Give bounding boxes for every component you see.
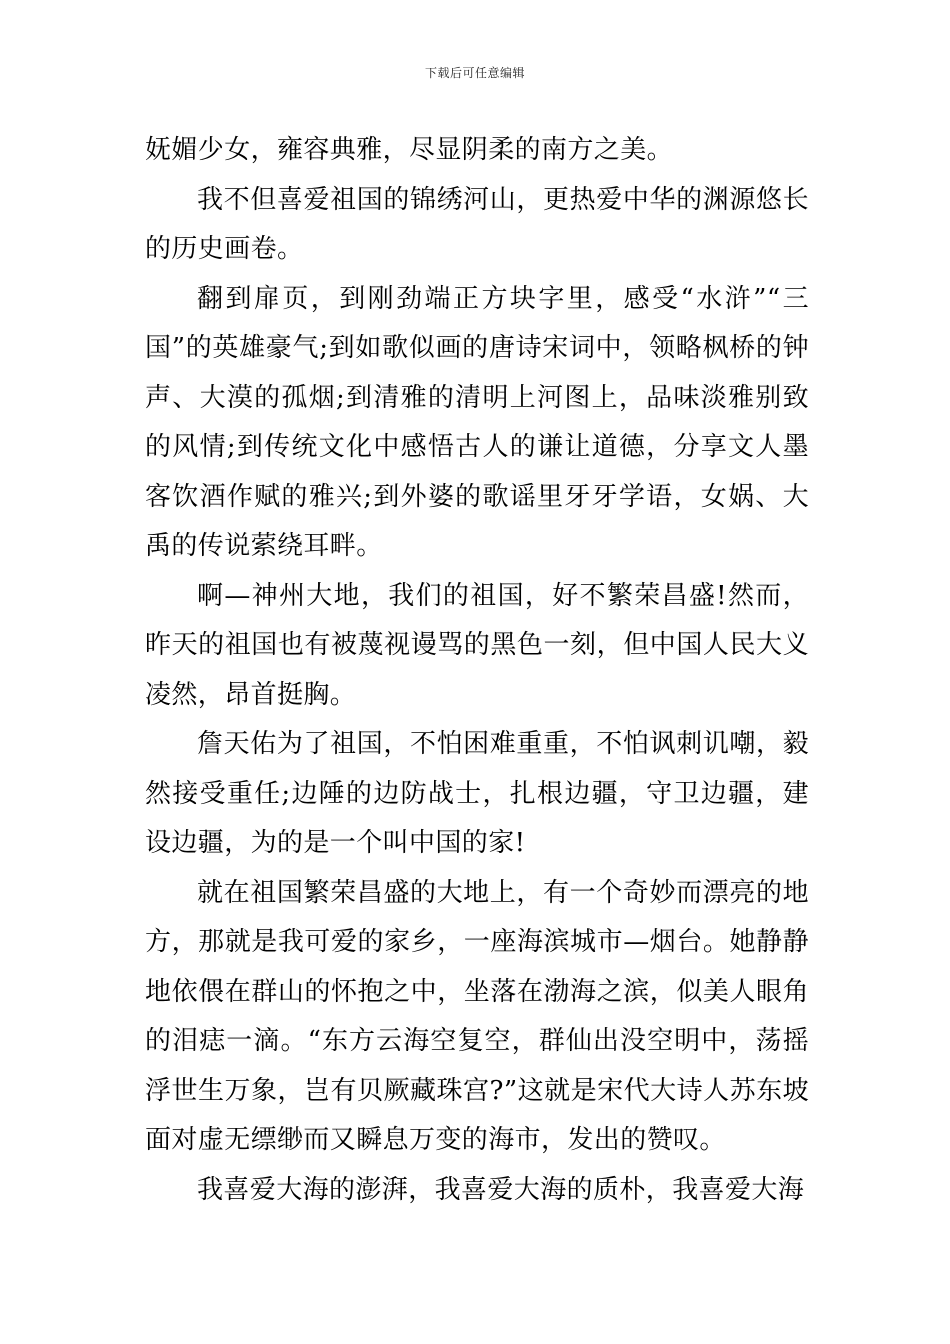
paragraph-3: 翻到扉页，到刚劲端正方块字里，感受“水浒”“三国”的英雄豪气;到如歌似画的唐诗宋词中，领略枫桥的钟声、大漠的孤烟;到清雅的清明上河图上，品味淡雅别致的风情;到传统文化中感悟古人的谦让道德，分享文人墨客饮酒作赋的雅兴;到外婆的歌谣里牙牙学语，女娲、大禹的传说萦绕耳畔。 [145, 283, 809, 561]
document-body [145, 126, 809, 1215]
paragraph-6: 就在祖国繁荣昌盛的大地上，有一个奇妙而漂亮的地方，那就是我可爱的家乡，一座海滨城市—烟台。她静静地依偎在群山的怀抱之中，坐落在渤海之滨，似美人眼角的泪痣一滴。“东方云海空复空，群仙出没空明中，荡摇浮世生万象，岂有贝厥藏珠宫?”这就是宋代大诗人苏东坡面对虚无缥缈而又瞬息万变的海市，发出的赞叹。 [145, 877, 809, 1155]
paragraph-2: 我不但喜爱祖国的锦绣河山，更热爱中华的渊源悠长的历史画卷。 [145, 184, 809, 264]
paragraph-7: 我喜爱大海的澎湃，我喜爱大海的质朴，我喜爱大海 [197, 1174, 805, 1205]
page-header: 下载后可任意编辑 [424, 66, 525, 80]
paragraph-1: 妩媚少女，雍容典雅，尽显阴柔的南方之美。 [145, 135, 674, 165]
paragraph-4: 啊—神州大地，我们的祖国，好不繁荣昌盛!然而，昨天的祖国也有被蔑视谩骂的黑色一刻，但中国人民大义凌然，昂首挺胸。 [145, 580, 809, 710]
paragraph-5: 詹天佑为了祖国，不怕困难重重，不怕讽刺讥嘲，毅然接受重任;边陲的边防战士，扎根边疆，守卫边疆，建设边疆，为的是一个叫中国的家! [145, 729, 809, 858]
